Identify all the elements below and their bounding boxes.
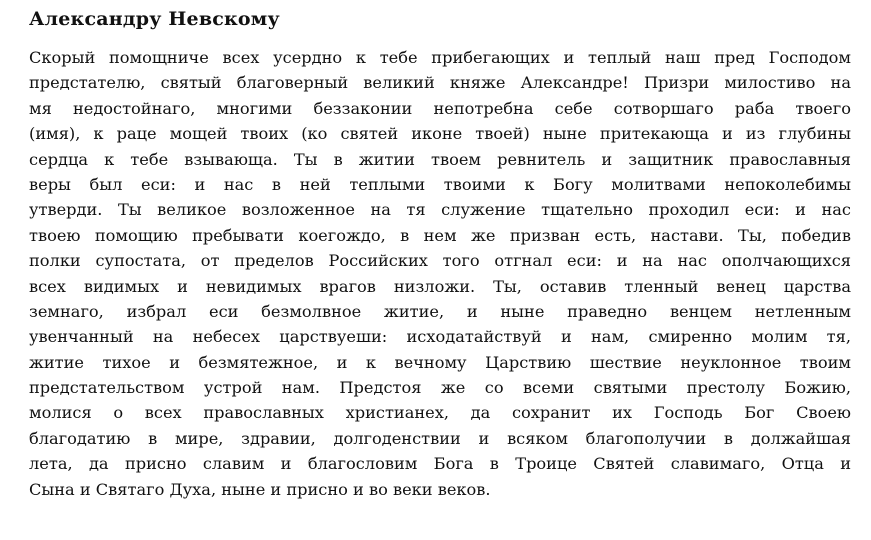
prayer-line: (имя), к раце мощей твоих (ко святей иконе твоей) ныне притекающа и из глубины [29, 124, 851, 144]
prayer-line: всех видимых и невидимых врагов низложи. Ты, оставив тленный венец царства [29, 276, 851, 296]
prayer-text [29, 45, 851, 502]
prayer-line: лета, да присно славим и благословим Бога в Троице Святей славимаго, Отца и [29, 454, 851, 474]
prayer-line: благодатию в мире, здравии, долгоденствии и всяком благополучии в должайшая [29, 428, 851, 448]
prayer-line: твоею помощию пребывати коегождо, в нем же призван есть, настави. Ты, победив [29, 225, 851, 245]
prayer-line: утверди. Ты великое возложенное на тя служение тщательно проходил еси: и нас [29, 200, 851, 220]
prayer-line: предстательством устрой нам. Предстоя же со всеми святыми престолу Божию, [29, 378, 851, 398]
prayer-line: сердца к тебе взывающа. Ты в житии твоем ревнитель и защитник православныя [29, 149, 851, 169]
prayer-title: Александру Невскому [29, 8, 280, 30]
prayer-line: увенчанный на небесех царствуеши: исходатайствуй и нам, смиренно молим тя, [29, 327, 851, 347]
prayer-line: житие тихое и безмятежное, и к вечному Царствию шествие неуклонное твоим [29, 352, 851, 372]
prayer-line: предстателю, святый благоверный великий княже Александре! Призри милостиво на [29, 73, 851, 93]
prayer-line: веры был еси: и нас в ней теплыми твоими к Богу молитвами непоколебимы [29, 174, 851, 194]
prayer-line: Скорый помощниче всех усердно к тебе прибегающих и теплый наш пред Господом [29, 48, 851, 67]
prayer-line: земнаго, избрал еси безмолвное житие, и ныне праведно венцем нетленным [29, 301, 851, 321]
prayer-line: мя недостойнаго, многими беззаконии непотребна себе сотворшаго раба твоего [29, 98, 851, 118]
prayer-line: Сына и Святаго Духа, ныне и присно и во веки веков. [29, 479, 491, 499]
prayer-line: молися о всех православных христианех, да сохранит их Господь Бог Своею [29, 403, 851, 423]
prayer-line: полки супостата, от пределов Российских того отгнал еси: и на нас ополчающихся [29, 251, 851, 271]
